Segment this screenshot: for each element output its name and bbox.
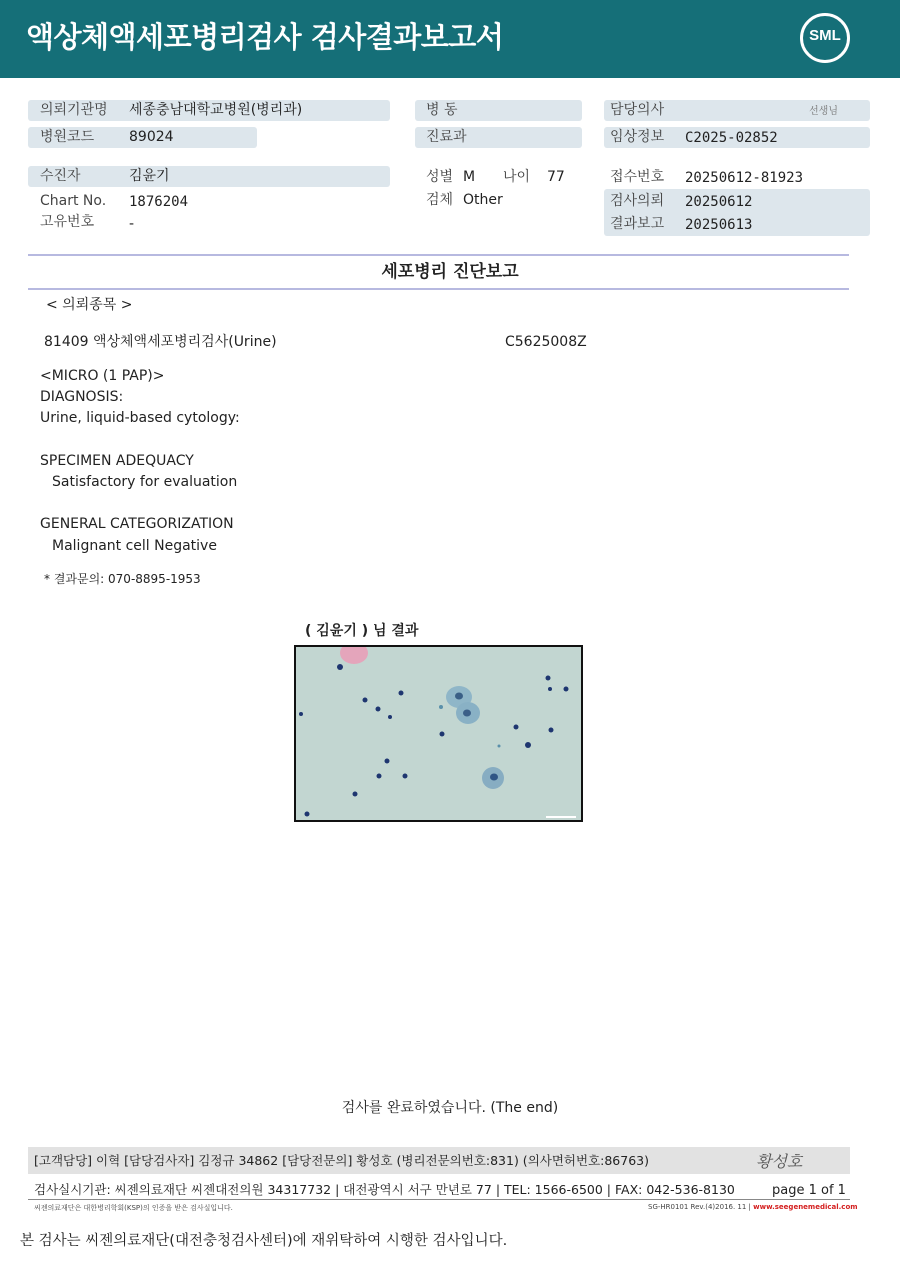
reconsignment-notice: 본 검사는 씨젠의료재단(대전충청검사센터)에 재위탁하여 시행한 검사입니다. [20,1233,508,1249]
lab-line: 검사실시기관: 씨젠의료재단 씨젠대전의원 34317732 | 대전광역시 서구 만년로 77 | TEL: 1566-6500 | FAX: 042-536-8130 [34,1182,735,1197]
age-label: 나이 [503,169,531,185]
request-items-heading: < 의뢰종목 > [46,297,133,313]
micrograph-drawing [296,647,581,820]
signature: 황성호 [756,1152,803,1171]
section-title: 세포병리 진단보고 [381,262,519,282]
page-number: page 1 of 1 [772,1183,846,1198]
test-id: C5625008Z [505,334,587,350]
test-request-label: 검사의뢰 [610,193,665,209]
chart-no-label: Chart No. [40,193,107,209]
unique-id-value: - [129,216,135,232]
sex-value: M [463,169,476,185]
section-rule-bottom [28,288,849,290]
requesting-org-value: 세종충남대학교병원(병리과) [129,102,303,118]
adequacy-heading: SPECIMEN ADEQUACY [40,453,194,469]
categorization-heading: GENERAL CATEGORIZATION [40,516,234,532]
diagnosis-heading: DIAGNOSIS: [40,389,124,405]
staff-line: [고객담당] 이혁 [담당검사자] 김정규 34862 [담당전문의] 황성호 (병리전문의번호:831) (의사면허번호:86763) [34,1153,649,1168]
report-title: 액상체액세포병리검사 검사결과보고서 [26,20,504,54]
inquiry-note: * 결과문의: 070-8895-1953 [44,572,201,586]
staff-footer [28,1147,850,1174]
patient-label: 수진자 [40,168,81,184]
age-value: 77 [547,169,565,185]
cytology-micrograph [294,645,583,822]
ward-label: 병 동 [426,102,458,118]
clinical-info-label: 임상정보 [610,129,665,145]
categorization-text: Malignant cell Negative [52,538,217,554]
website-link[interactable]: www.seegenemedical.com [753,1203,858,1211]
patient-name-value: 김윤기 [129,168,170,184]
chart-no-value: 1876204 [129,194,189,210]
image-caption: ( 김윤기 ) 님 결과 [305,623,419,639]
unique-id-label: 고유번호 [40,214,95,230]
footer-rule [28,1199,850,1200]
logo-text: SML [809,27,841,44]
specimen-label: 검체 [426,192,454,208]
doc-code: SG-HR0101 Rev.(4)2016. 11 | [648,1203,751,1211]
test-request-value: 20250612 [685,194,753,210]
diagnosis-text: Urine, liquid-based cytology: [40,410,240,426]
sex-label: 성별 [426,169,454,185]
adequacy-text: Satisfactory for evaluation [52,474,238,490]
test-code-line: 81409 액상체액세포병리검사(Urine) [44,334,277,350]
micro-heading: <MICRO (1 PAP)> [40,368,165,384]
result-report-value: 20250613 [685,217,753,233]
clinical-info-value: C2025-02852 [685,130,778,146]
department-label: 진료과 [426,129,467,145]
doctor-suffix: 선생님 [809,106,838,117]
receipt-no-value: 20250612-81923 [685,170,804,186]
requesting-org-label: 의뢰기관명 [40,102,108,118]
result-report-label: 결과보고 [610,216,665,232]
doctor-label: 담당의사 [610,102,665,118]
section-rule-top [28,254,849,256]
info-bar-patient [28,166,390,187]
doc-code-line [648,1203,858,1211]
receipt-no-label: 접수번호 [610,169,665,185]
end-text: 검사를 완료하였습니다. (The end) [341,1100,559,1116]
hospital-code-label: 병원코드 [40,129,95,145]
hospital-code-value: 89024 [129,129,174,145]
specimen-value: Other [463,192,503,208]
sml-logo [800,13,850,63]
report-header [0,0,900,78]
fine-print: 씨젠의료재단은 대한병리학회(KSP)의 인증을 받은 검사실입니다. [34,1204,233,1212]
